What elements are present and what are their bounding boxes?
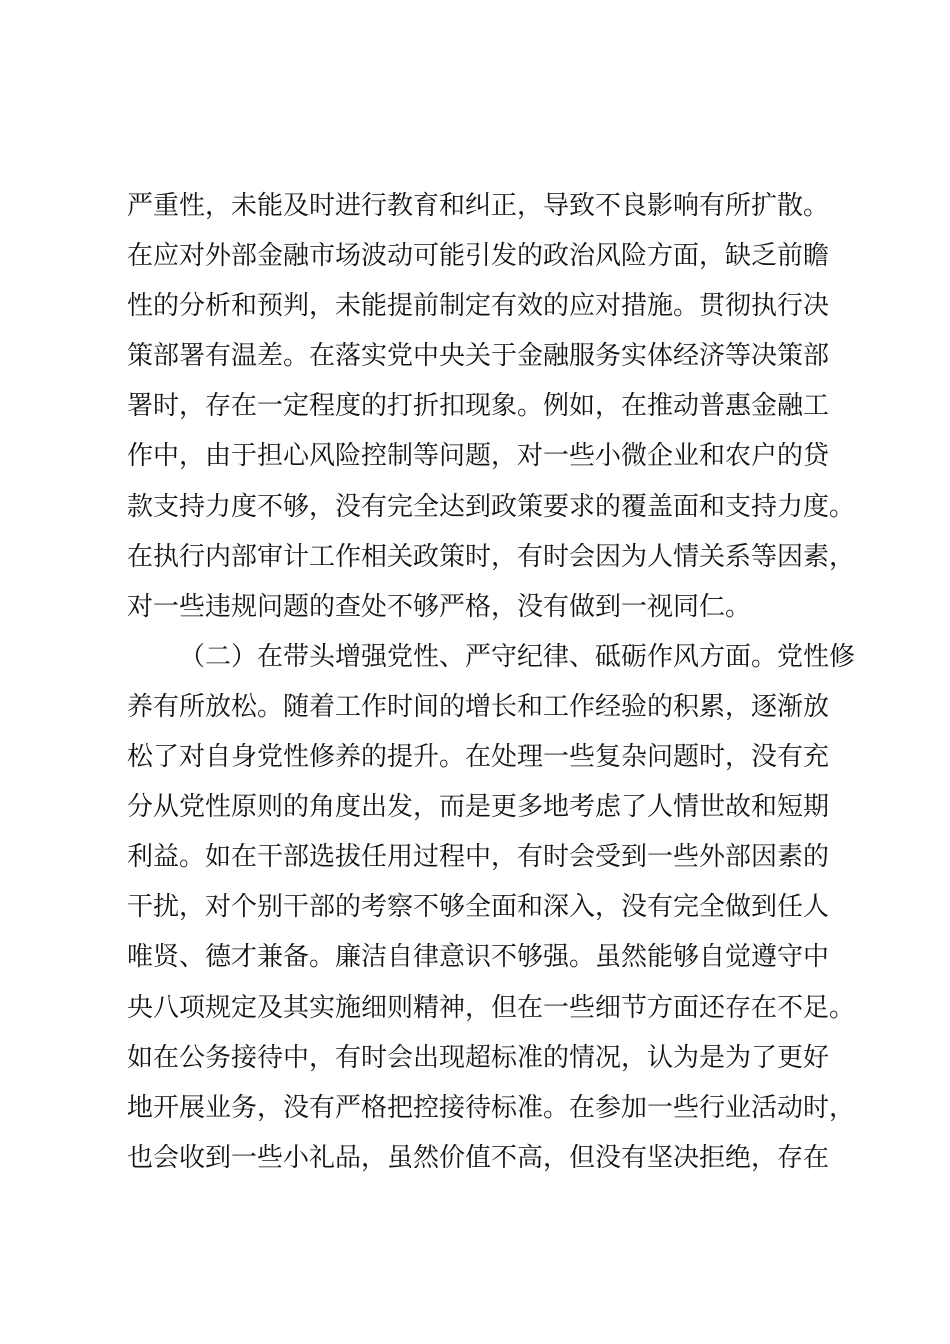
body-text (127, 181, 857, 1183)
text-line: 干扰，对个别干部的考察不够全面和深入，没有完全做到任人 (127, 892, 830, 923)
text-line: 也会收到一些小礼品，虽然价值不高，但没有坚决拒绝，存在 (127, 1142, 830, 1173)
text-line: 利益。如在干部选拔任用过程中，有时会受到一些外部因素的 (127, 842, 830, 873)
text-line: 唯贤、德才兼备。廉洁自律意识不够强。虽然能够自觉遵守中 (127, 942, 830, 973)
text-line: 署时，存在一定程度的打折扣现象。例如，在推动普惠金融工 (127, 391, 830, 422)
text-line: 款支持力度不够，没有完全达到政策要求的覆盖面和支持力度。 (127, 491, 856, 522)
text-line: 松了对自身党性修养的提升。在处理一些复杂问题时，没有充 (127, 742, 830, 773)
text-line: 如在公务接待中，有时会出现超标准的情况，认为是为了更好 (127, 1042, 830, 1073)
text-line: 性的分析和预判，未能提前制定有效的应对措施。贯彻执行决 (127, 291, 830, 322)
text-line: 养有所放松。随着工作时间的增长和工作经验的积累，逐渐放 (127, 691, 830, 722)
text-line: 地开展业务，没有严格把控接待标准。在参加一些行业活动时， (127, 1092, 856, 1123)
section-heading-line: （二）在带头增强党性、严守纪律、砥砺作风方面。党性修 (179, 641, 856, 672)
text-line: 在应对外部金融市场波动可能引发的政治风险方面，缺乏前瞻 (127, 241, 830, 272)
text-line: 严重性，未能及时进行教育和纠正，导致不良影响有所扩散。 (127, 191, 830, 221)
text-line: 作中，由于担心风险控制等问题，对一些小微企业和农户的贷 (127, 441, 830, 472)
text-line: 在执行内部审计工作相关政策时，有时会因为人情关系等因素， (127, 541, 856, 572)
text-line: 央八项规定及其实施细则精神，但在一些细节方面还存在不足。 (127, 992, 856, 1023)
text-line: 对一些违规问题的查处不够严格，没有做到一视同仁。 (127, 591, 752, 622)
text-line: 策部署有温差。在落实党中央关于金融服务实体经济等决策部 (127, 341, 830, 372)
text-line: 分从党性原则的角度出发，而是更多地考虑了人情世故和短期 (127, 792, 830, 823)
